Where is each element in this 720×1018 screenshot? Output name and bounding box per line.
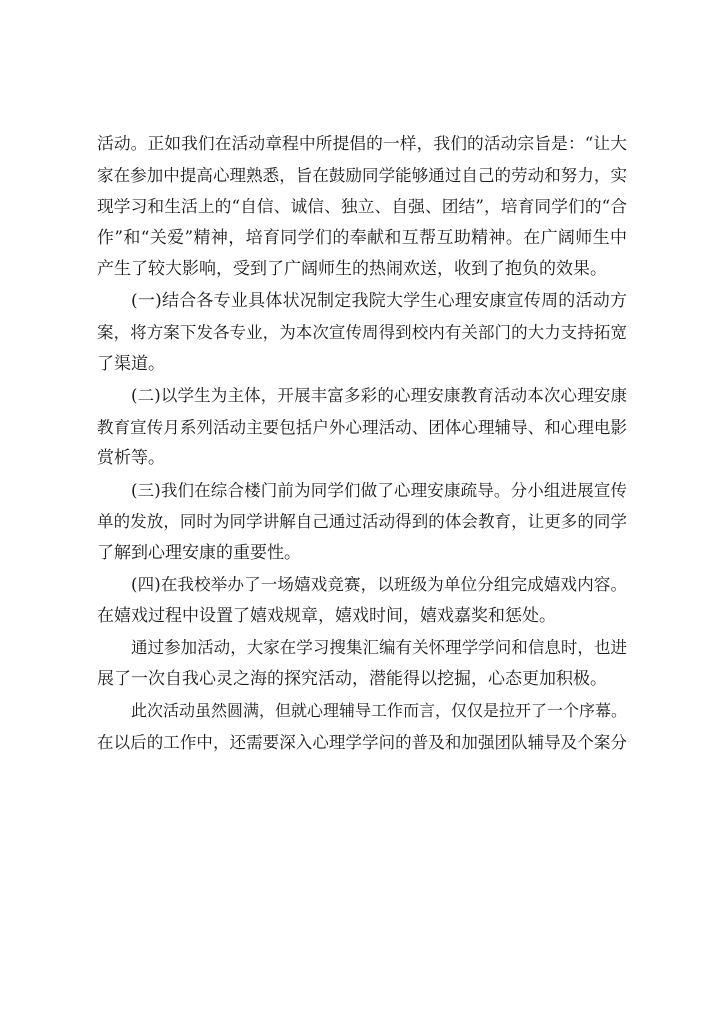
text-line: 单的发放，同时为同学讲解自己通过活动得到的体会教育，让更多的同学: [97, 512, 627, 531]
text-line: (四)在我校举办了一场嬉戏竞赛，以班级为单位分组完成嬉戏内容。: [131, 575, 627, 594]
text-line: 家在参加中提高心理熟悉，旨在鼓励同学能够通过自己的劳动和努力，实: [97, 165, 627, 185]
text-line: 在嬉戏过程中设置了嬉戏规章，嬉戏时间，嬉戏嘉奖和惩处。: [97, 605, 556, 626]
text-line: (三)我们在综合楼门前为同学们做了心理安康疏导。分小组进展宣传: [131, 480, 627, 500]
text-line: 此次活动虽然圆满，但就心理辅导工作而言，仅仅是拉开了一个序幕。: [131, 701, 628, 720]
text-line: 了解到心理安康的重要性。: [97, 542, 301, 563]
text-line: 教育宣传月系列活动主要包括户外心理活动、团体心理辅导、和心理电影: [97, 417, 627, 437]
text-line: 通过参加活动，大家在学习搜集汇编有关怀理学学问和信息时，也进: [131, 638, 627, 657]
text-line: 了渠道。: [97, 353, 165, 374]
text-line: 赏析等。: [97, 448, 165, 468]
body-text: [97, 128, 627, 758]
text-line: 在以后的工作中，还需要深入心理学学问的普及和加强团队辅导及个案分: [97, 732, 627, 752]
text-line: 案，将方案下发各专业，为本次宣传周得到校内有关部门的大力支持拓宽: [97, 323, 627, 342]
text-line: 现学习和生活上的“自信、诚信、独立、自强、团结”，培育同学们的“合: [97, 196, 627, 216]
text-line: 活动。正如我们在活动章程中所提倡的一样，我们的活动宗旨是：“让大: [97, 133, 627, 153]
text-line: (一)结合各专业具体状况制定我院大学生心理安康宣传周的活动方: [131, 290, 627, 311]
text-line: 作”和“关爱”精神，培育同学们的奉献和互帮互助精神。在广阔师生中: [97, 227, 627, 248]
text-line: 展了一次自我心灵之海的探究活动，潜能得以挖掘，心态更加积极。: [97, 668, 607, 689]
text-line: 产生了较大影响，受到了广阔师生的热闹欢送，收到了抱负的效果。: [97, 259, 607, 279]
text-line: (二)以学生为主体，开展丰富多彩的心理安康教育活动本次心理安康: [131, 386, 627, 405]
